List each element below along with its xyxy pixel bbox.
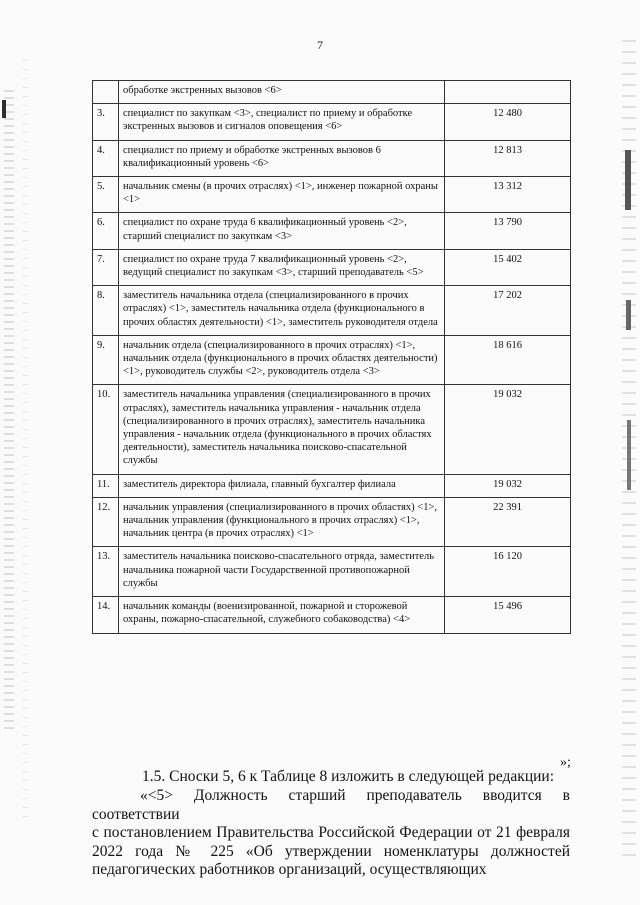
table-row xyxy=(93,177,571,213)
salary-value: 13 790 xyxy=(445,213,571,249)
position-title: специалист по закупкам <3>, специалист по приему и обработке экстренных вызовов и сигналов оповещения <6> xyxy=(119,104,445,140)
scan-mark xyxy=(2,100,6,118)
row-number: 11. xyxy=(93,474,119,497)
scan-mark xyxy=(625,150,631,210)
position-title: заместитель директора филиала, главный бухгалтер филиала xyxy=(119,474,445,497)
salary-value: 19 032 xyxy=(445,385,571,474)
page-number: 7 xyxy=(317,38,323,52)
row-number: 8. xyxy=(93,286,119,336)
salary-value: 18 616 xyxy=(445,335,571,385)
position-title: специалист по приему и обработке экстренных вызовов 6 квалификационный уровень <6> xyxy=(119,140,445,176)
position-title: начальник управления (специализированного в прочих областях) <1>, начальник управления (функционального в прочих отраслях) <1>, начальник центра (в прочих отраслях) <1> xyxy=(119,497,445,547)
row-number: 12. xyxy=(93,497,119,547)
row-number xyxy=(93,81,119,104)
salary-value: 17 202 xyxy=(445,286,571,336)
position-title: заместитель начальника отдела (специализированного в прочих отраслях) <1>, заместитель начальника отдела (функционального в прочих областях деятельности) <1>, заместитель руководителя отдела xyxy=(119,286,445,336)
row-number: 9. xyxy=(93,335,119,385)
footnote-continuation: с постановлением Правительства Российской Федерации от 21 февраля 2022 года № 225 «Об утверждении номенклатуры должностей педагогических работников организаций, осуществляющих xyxy=(92,824,570,878)
salary-value: 13 312 xyxy=(445,177,571,213)
table-row xyxy=(93,140,571,176)
table-row xyxy=(93,497,571,547)
table-row xyxy=(93,104,571,140)
position-title: специалист по охране труда 6 квалификационный уровень <2>, старший специалист по закупкам <3> xyxy=(119,213,445,249)
scan-mark xyxy=(627,420,631,490)
salary-table-body xyxy=(93,81,571,634)
position-title: начальник отдела (специализированного в прочих отраслях) <1>, начальник отдела (функционального в прочих областях деятельности) <1>, руководитель службы <2>, руководитель отдела <3> xyxy=(119,335,445,385)
table-row xyxy=(93,474,571,497)
scan-artifact-left xyxy=(4,90,14,730)
row-number: 4. xyxy=(93,140,119,176)
table-row xyxy=(93,597,571,633)
row-number: 3. xyxy=(93,104,119,140)
salary-value xyxy=(445,81,571,104)
salary-table xyxy=(92,80,571,634)
row-number: 7. xyxy=(93,249,119,285)
table-row xyxy=(93,249,571,285)
footnote-first-line: «<5> Должность старший преподаватель вводится в соответствии xyxy=(92,787,570,823)
salary-value: 15 402 xyxy=(445,249,571,285)
salary-value: 22 391 xyxy=(445,497,571,547)
paragraph-heading: 1.5. Сноски 5, 6 к Таблице 8 изложить в следующей редакции: xyxy=(142,768,555,785)
row-number: 13. xyxy=(93,547,119,597)
salary-value: 16 120 xyxy=(445,547,571,597)
salary-value: 19 032 xyxy=(445,474,571,497)
scan-artifact-left-inner xyxy=(22,60,28,820)
position-title: заместитель начальника поисково-спасательного отряда, заместитель начальника пожарной части Государственной противопожарной службы xyxy=(119,547,445,597)
position-title: начальник смены (в прочих отраслях) <1>, инженер пожарной охраны <1> xyxy=(119,177,445,213)
scan-mark xyxy=(626,300,631,330)
closing-quote: »; xyxy=(560,755,571,770)
footnote-body xyxy=(92,787,570,880)
salary-value: 15 496 xyxy=(445,597,571,633)
table-row xyxy=(93,286,571,336)
table-row xyxy=(93,385,571,474)
row-number: 5. xyxy=(93,177,119,213)
table-row xyxy=(93,213,571,249)
salary-value: 12 480 xyxy=(445,104,571,140)
position-title: обработке экстренных вызовов <6> xyxy=(119,81,445,104)
position-title: заместитель начальника управления (специализированного в прочих отраслях), заместитель начальника управления - начальник отдела (специализированного в прочих отраслях), заместитель начальника управления - начальник отдела (функционального в прочих областях деятельности), заместитель начальника поисково-спасательной службы xyxy=(119,385,445,474)
table-row xyxy=(93,335,571,385)
row-number: 10. xyxy=(93,385,119,474)
position-title: специалист по охране труда 7 квалификационный уровень <2>, ведущий специалист по закупкам <3>, старший преподаватель <5> xyxy=(119,249,445,285)
row-number: 6. xyxy=(93,213,119,249)
salary-value: 12 813 xyxy=(445,140,571,176)
row-number: 14. xyxy=(93,597,119,633)
table-row xyxy=(93,81,571,104)
position-title: начальник команды (военизированной, пожарной и сторожевой охраны, пожарно-спасательной, служебного собаководства) <4> xyxy=(119,597,445,633)
table-row xyxy=(93,547,571,597)
